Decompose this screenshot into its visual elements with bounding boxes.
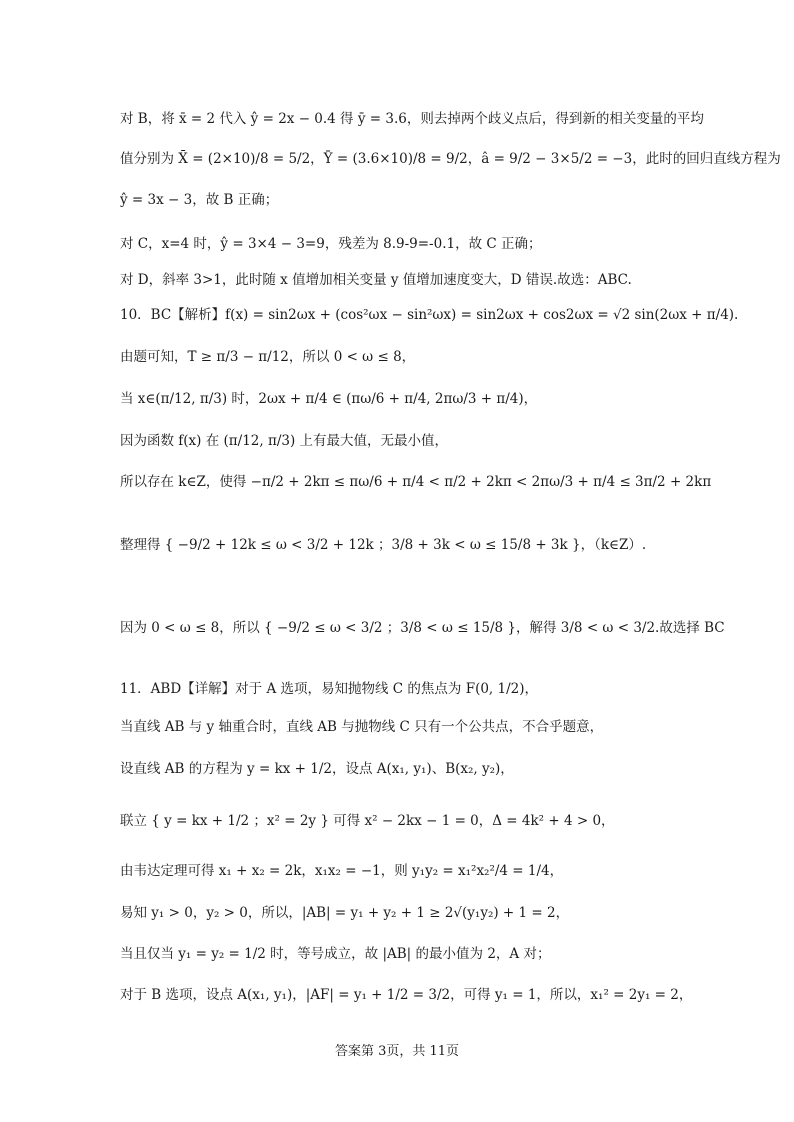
text-line: 当直线 AB 与 y 轴重合时，直线 AB 与抛物线 C 只有一个公共点，不合乎题意， — [120, 719, 604, 735]
text-line: ŷ = 3x − 3，故 B 正确； — [120, 192, 279, 208]
text-line: 联立 { y = kx + 1/2 ；x² = 2y } 可得 x² − 2kx − 1 = 0，Δ = 4k² + 4 > 0， — [120, 813, 615, 829]
text-line: 当且仅当 y₁ = y₂ = 1/2 时，等号成立，故 |AB| 的最小值为 2，A 对； — [120, 946, 551, 962]
page-footer: 答案第 3页，共 11页 — [334, 1044, 460, 1059]
text-line: 10．BC【解析】f(x) = sin2ωx + (cos²ωx − sin²ωx) = sin2ωx + cos2ωx = √2 sin(2ωx + π/4). — [120, 307, 739, 323]
text-line: 所以存在 k∈Z，使得 −π/2 + 2kπ ≤ πω/6 + π/4 < π/2 + 2kπ < 2πω/3 + π/4 ≤ 3π/2 + 2kπ — [120, 474, 712, 490]
text-line: 值分别为 X̄ = (2×10)/8 = 5/2，Ȳ = (3.6×10)/8 = 9/2，â = 9/2 − 3×5/2 = −3，此时的回归直线方程为 — [120, 151, 781, 167]
text-line: 对 C，x=4 时，ŷ = 3×4 − 3=9，残差为 8.9-9=-0.1，故 C 正确； — [120, 236, 542, 252]
text-line: 整理得 { −9/2 + 12k ≤ ω < 3/2 + 12k ；3/8 + 3k < ω ≤ 15/8 + 3k }，（k∈Z）. — [120, 537, 647, 553]
text-line: 由题可知，T ≥ π/3 − π/12，所以 0 < ω ≤ 8， — [120, 349, 416, 365]
text-line: 11．ABD【详解】对于 A 选项，易知抛物线 C 的焦点为 F(0, 1/2)， — [120, 681, 539, 697]
text-line: 易知 y₁ > 0，y₂ > 0，所以，|AB| = y₁ + y₂ + 1 ≥ 2√(y₁y₂) + 1 = 2， — [120, 905, 570, 921]
text-line: 对 D，斜率 3>1，此时随 x 值增加相关变量 y 值增加速度变大，D 错误.故选：ABC. — [120, 272, 632, 288]
text-line: 对于 B 选项，设点 A(x₁, y₁)，|AF| = y₁ + 1/2 = 3/2，可得 y₁ = 1，所以，x₁² = 2y₁ = 2， — [120, 987, 693, 1003]
text-line: 对 B，将 x̄ = 2 代入 ŷ = 2x − 0.4 得 ȳ = 3.6，则去掉两个歧义点后，得到新的相关变量的平均 — [120, 111, 704, 127]
text-line: 设直线 AB 的方程为 y = kx + 1/2，设点 A(x₁, y₁)、B(x₂, y₂)， — [120, 761, 514, 777]
text-line: 当 x∈(π/12, π/3) 时，2ωx + π/4 ∈ (πω/6 + π/4, 2πω/3 + π/4)， — [120, 391, 538, 407]
text-line: 因为 0 < ω ≤ 8，所以 { −9/2 ≤ ω < 3/2 ；3/8 < ω ≤ 15/8 }，解得 3/8 < ω < 3/2.故选择 BC — [120, 620, 725, 636]
text-line: 因为函数 f(x) 在 (π/12, π/3) 上有最大值，无最小值， — [120, 433, 449, 449]
text-line: 由韦达定理可得 x₁ + x₂ = 2k，x₁x₂ = −1，则 y₁y₂ = x₁²x₂²/4 = 1/4， — [120, 863, 564, 879]
